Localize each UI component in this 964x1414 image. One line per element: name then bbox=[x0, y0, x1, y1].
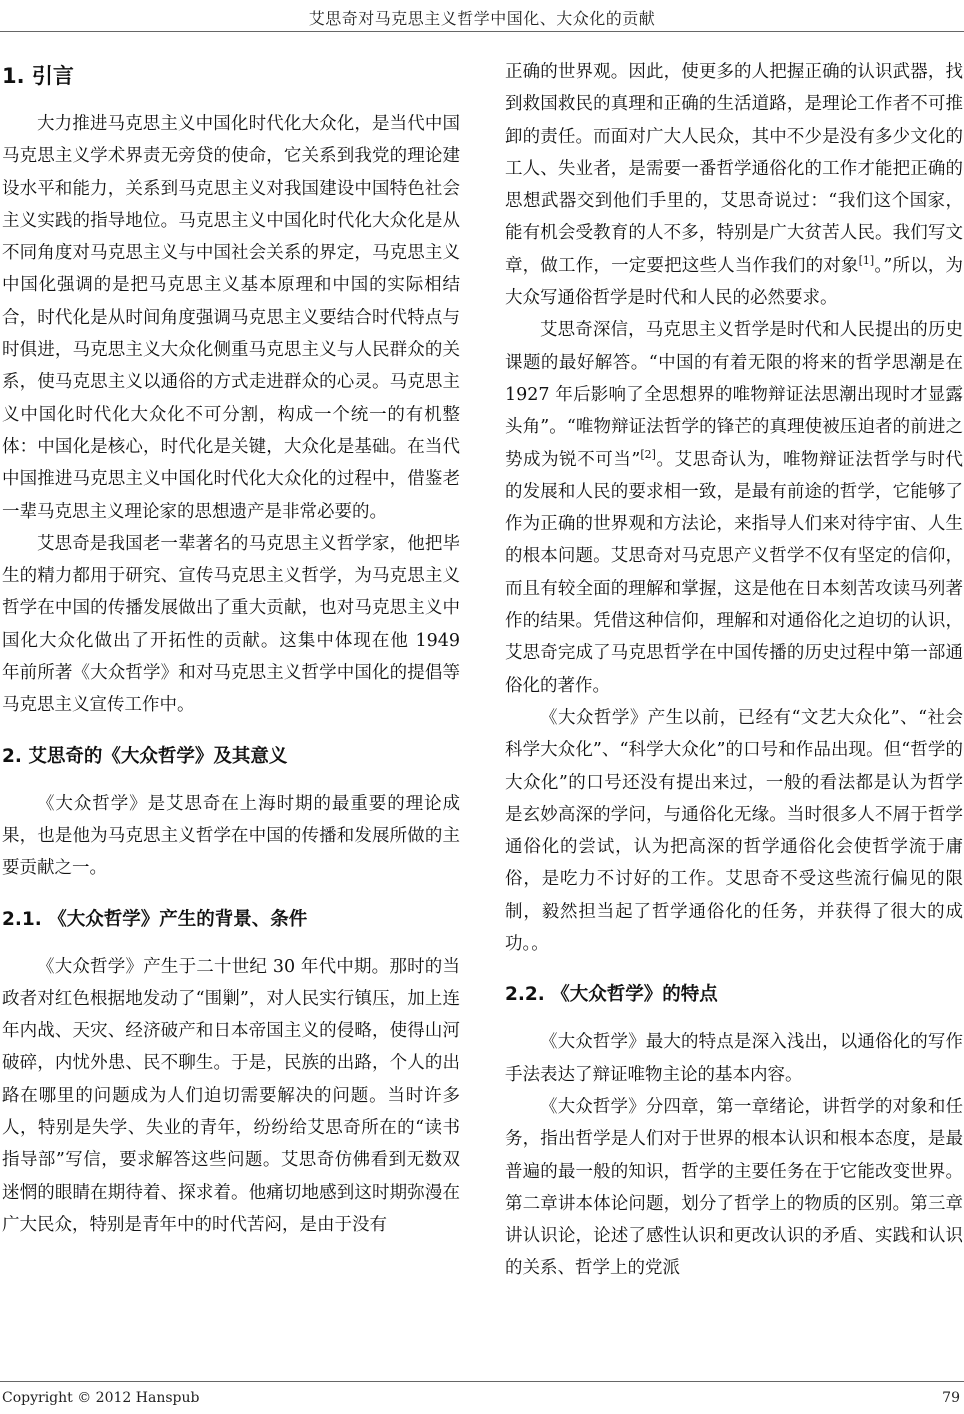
paragraph-text: 。艾思奇认为，唯物辩证法哲学与时代的发展和人民的要求相一致，是最有前途的哲学，它能够了作为正确的世界观和方法论，来指导人们来对待宇宙、人生的根本问题。艾思奇对马克思产义哲学不仅有坚定的信仰，而且有较全面的理解和掌握，这是他在日本刻苦攻读马列著作的结果。凭借这种信仰，理解和对通俗化之迫切的认识，艾思奇完成了马克思哲学在中国传播的历史过程中第一部通俗化的著作。 bbox=[505, 449, 963, 696]
left-column bbox=[2, 56, 460, 1241]
section-2-heading: 2. 艾思奇的《大众哲学》及其意义 bbox=[2, 745, 288, 767]
paragraph-text: 。”所以，为大众写通俗哲学是时代和人民的必然要求。 bbox=[505, 255, 964, 309]
section-1-heading: 1. 引言 bbox=[2, 64, 74, 88]
section-1-paragraph-2: 艾思奇是我国老一辈著名的马克思主义哲学家，他把毕生的精力都用于研究、宣传马克思主义哲学，为马克思主义哲学在中国的传播发展做出了重大贡献，也对马克思主义中国化大众化做出了开拓性的贡献。这集中体现在他 1949 年前所著《大众哲学》和对马克思主义哲学中国化的提倡等马克思主义宣传工作中。 bbox=[2, 533, 460, 716]
citation-ref-2[interactable]: [2] bbox=[640, 447, 656, 461]
footer-divider bbox=[0, 1381, 964, 1382]
paragraph-text: 正确的世界观。因此，使更多的人把握正确的认识武器，找到救国救民的真理和正确的生活道路，是理论工作者不可推卸的责任。而面对广大人民众，其中不少是没有多少文化的工人、失业者，是需要一番哲学通俗化的工作才能把正确的思想武器交到他们手里的，艾思奇说过：“我们这个国家，能有机会受教育的人不多，特别是广大贫苦人民。我们写文章，做工作，一定要把这些人当作我们的对象 bbox=[505, 62, 963, 276]
citation-ref-1[interactable]: [1] bbox=[858, 253, 875, 267]
section-1-paragraph-1: 大力推进马克思主义中国化时代化大众化，是当代中国马克思主义学术界责无旁贷的使命，它关系到我党的理论建设水平和能力，关系到马克思主义对我国建设中国特色社会主义实践的指导地位。马克思主义中国化时代化大众化是从不同角度对马克思主义与中国社会关系的界定，马克思主义中国化强调的是把马克思主义基本原理和中国的实际相结合，时代化是从时间角度强调马克思主义要结合时代特点与时俱进，马克思主义大众化侧重马克思主义与人民群众的关系，使马克思主义以通俗的方式走进群众的心灵。马克思主义中国化时代化大众化不可分割，构成一个统一的有机整体：中国化是核心，时代化是关键，大众化是基础。在当代中国推进马克思主义中国化时代化大众化的过程中，借鉴老一辈马克思主义理论家的思想遗产是非常必要的。 bbox=[2, 114, 460, 522]
section-2-2-paragraph-2: 《大众哲学》分四章，第一章绪论，讲哲学的对象和任务，指出哲学是人们对于世界的根本认识和根本态度，是最普遍的最一般的知识，哲学的主要任务在于它能改变世界。第二章讲本体论问题，划分了哲学上的物质的区别。第三章讲认识论，论述了感性认识和更改认识的矛盾、实践和认识的关系、哲学上的党派 bbox=[505, 1096, 963, 1279]
section-2-1-heading: 2.1. 《大众哲学》产生的背景、条件 bbox=[2, 908, 308, 930]
header-divider bbox=[0, 31, 964, 32]
section-2-1-paragraph-3: 《大众哲学》产生以前，已经有“文艺大众化”、“社会科学大众化”、“科学大众化”的口号和作品出现。但“哲学的大众化”的口号还没有提出来过，一般的看法都是认为哲学是玄妙高深的学问，与通俗化无缘。当时很多人不屑于哲学通俗化的尝试，认为把高深的哲学通俗化会使哲学流于庸俗，是吃力不讨好的工作。艾思奇不受这些流行偏见的限制，毅然担当起了哲学通俗化的任务，并获得了很大的成功。。 bbox=[505, 707, 963, 955]
section-2-1-paragraph-2 bbox=[505, 314, 963, 702]
copyright-notice: Copyright © 2012 Hanspub bbox=[2, 1390, 200, 1406]
page-number: 79 bbox=[942, 1390, 960, 1406]
paragraph-text: 艾思奇深信，马克思主义哲学是时代和人民提出的历史课题的最好解答。“中国的有着无限的将来的哲学思潮是在 1927 年后影响了全思想界的唯物辩证法思潮出现时才显露头角”。“唯物辩证法哲学的锋芒的真理使被压迫者的前进之势成为锐不可当” bbox=[505, 320, 963, 470]
section-2-paragraph-1: 《大众哲学》是艾思奇在上海时期的最重要的理论成果，也是他为马克思主义哲学在中国的传播和发展所做的主要贡献之一。 bbox=[2, 793, 460, 879]
section-2-1-paragraph-1: 《大众哲学》产生于二十世纪 30 年代中期。那时的当政者对红色根据地发动了“围剿”，对人民实行镇压，加上连年内战、天灾、经济破产和日本帝国主义的侵略，使得山河破碎，内忧外患、民不聊生。于是，民族的出路，个人的出路在哪里的问题成为人们迫切需要解决的问题。当时许多人，特别是失学、失业的青年，纷纷给艾思奇所在的“读书指导部”写信，要求解答这些问题。艾思奇仿佛看到无数双迷惘的眼睛在期待着、探求着。他痛切地感到这时期弥漫在广大民众，特别是青年中的时代苦闷，是由于没有 bbox=[2, 956, 460, 1235]
running-header: 艾思奇对马克思主义哲学中国化、大众化的贡献 bbox=[308, 9, 656, 28]
section-2-1-paragraph-1-continued bbox=[505, 56, 963, 314]
section-2-2-paragraph-1: 《大众哲学》最大的特点是深入浅出，以通俗化的写作手法表达了辩证唯物主论的基本内容。 bbox=[505, 1032, 963, 1085]
section-2-2-heading: 2.2. 《大众哲学》的特点 bbox=[505, 984, 718, 1006]
right-column bbox=[505, 56, 963, 1285]
